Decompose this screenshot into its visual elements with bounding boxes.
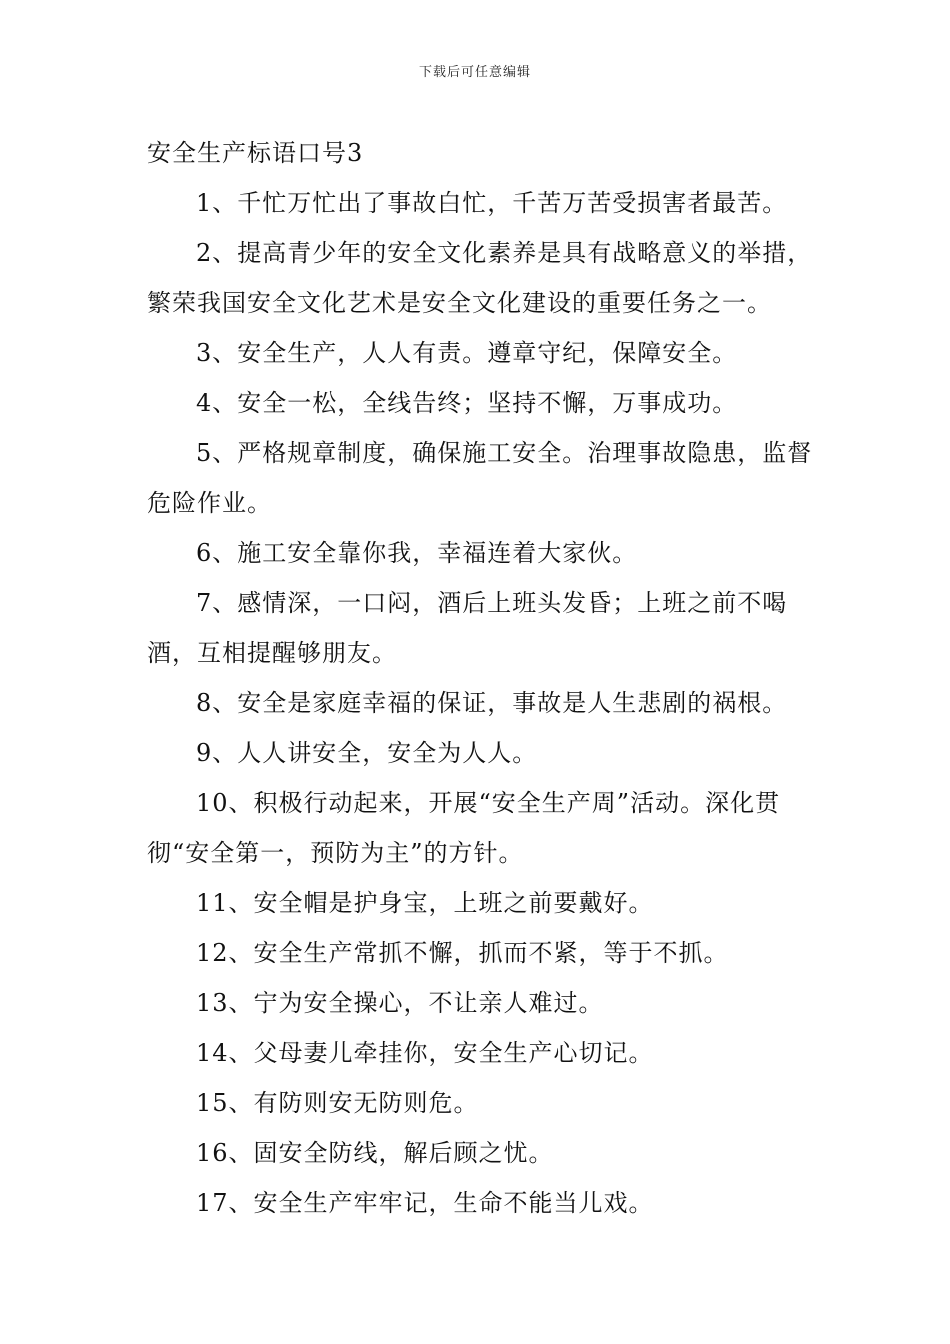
slogan-item: 10、积极行动起来，开展“安全生产周”活动。深化贯彻“安全第一，预防为主”的方针。 [147, 789, 781, 867]
document-body [147, 128, 837, 1228]
document-title: 安全生产标语口号3 [147, 139, 364, 167]
slogan-item: 17、安全生产牢牢记，生命不能当儿戏。 [196, 1189, 654, 1217]
slogan-item: 16、固安全防线，解后顾之忧。 [196, 1139, 554, 1167]
page-header-note: 下载后可任意编辑 [418, 65, 531, 80]
slogan-item: 15、有防则安无防则危。 [196, 1089, 479, 1117]
slogan-list [147, 178, 837, 1228]
slogan-item: 5、严格规章制度，确保施工安全。治理事故隐患，监督危险作业。 [147, 439, 813, 517]
slogan-item: 4、安全一松，全线告终；坚持不懈，万事成功。 [196, 389, 738, 417]
slogan-item: 13、宁为安全操心，不让亲人难过。 [196, 989, 604, 1017]
slogan-item: 1、千忙万忙出了事故白忙，千苦万苦受损害者最苦。 [196, 189, 788, 217]
slogan-item: 6、施工安全靠你我，幸福连着大家伙。 [196, 539, 638, 567]
slogan-item: 8、安全是家庭幸福的保证，事故是人生悲剧的祸根。 [196, 689, 788, 717]
slogan-item: 14、父母妻儿牵挂你，安全生产心切记。 [196, 1039, 654, 1067]
slogan-item: 7、感情深，一口闷，酒后上班头发昏；上班之前不喝酒，互相提醒够朋友。 [147, 589, 788, 667]
slogan-item: 3、安全生产，人人有责。遵章守纪，保障安全。 [196, 339, 738, 367]
slogan-item: 12、安全生产常抓不懈，抓而不紧，等于不抓。 [196, 939, 729, 967]
slogan-item: 2、提高青少年的安全文化素养是具有战略意义的举措，繁荣我国安全文化艺术是安全文化建设的重要任务之一。 [147, 239, 813, 317]
slogan-item: 9、人人讲安全，安全为人人。 [196, 739, 538, 767]
slogan-item: 11、安全帽是护身宝，上班之前要戴好。 [196, 889, 654, 917]
